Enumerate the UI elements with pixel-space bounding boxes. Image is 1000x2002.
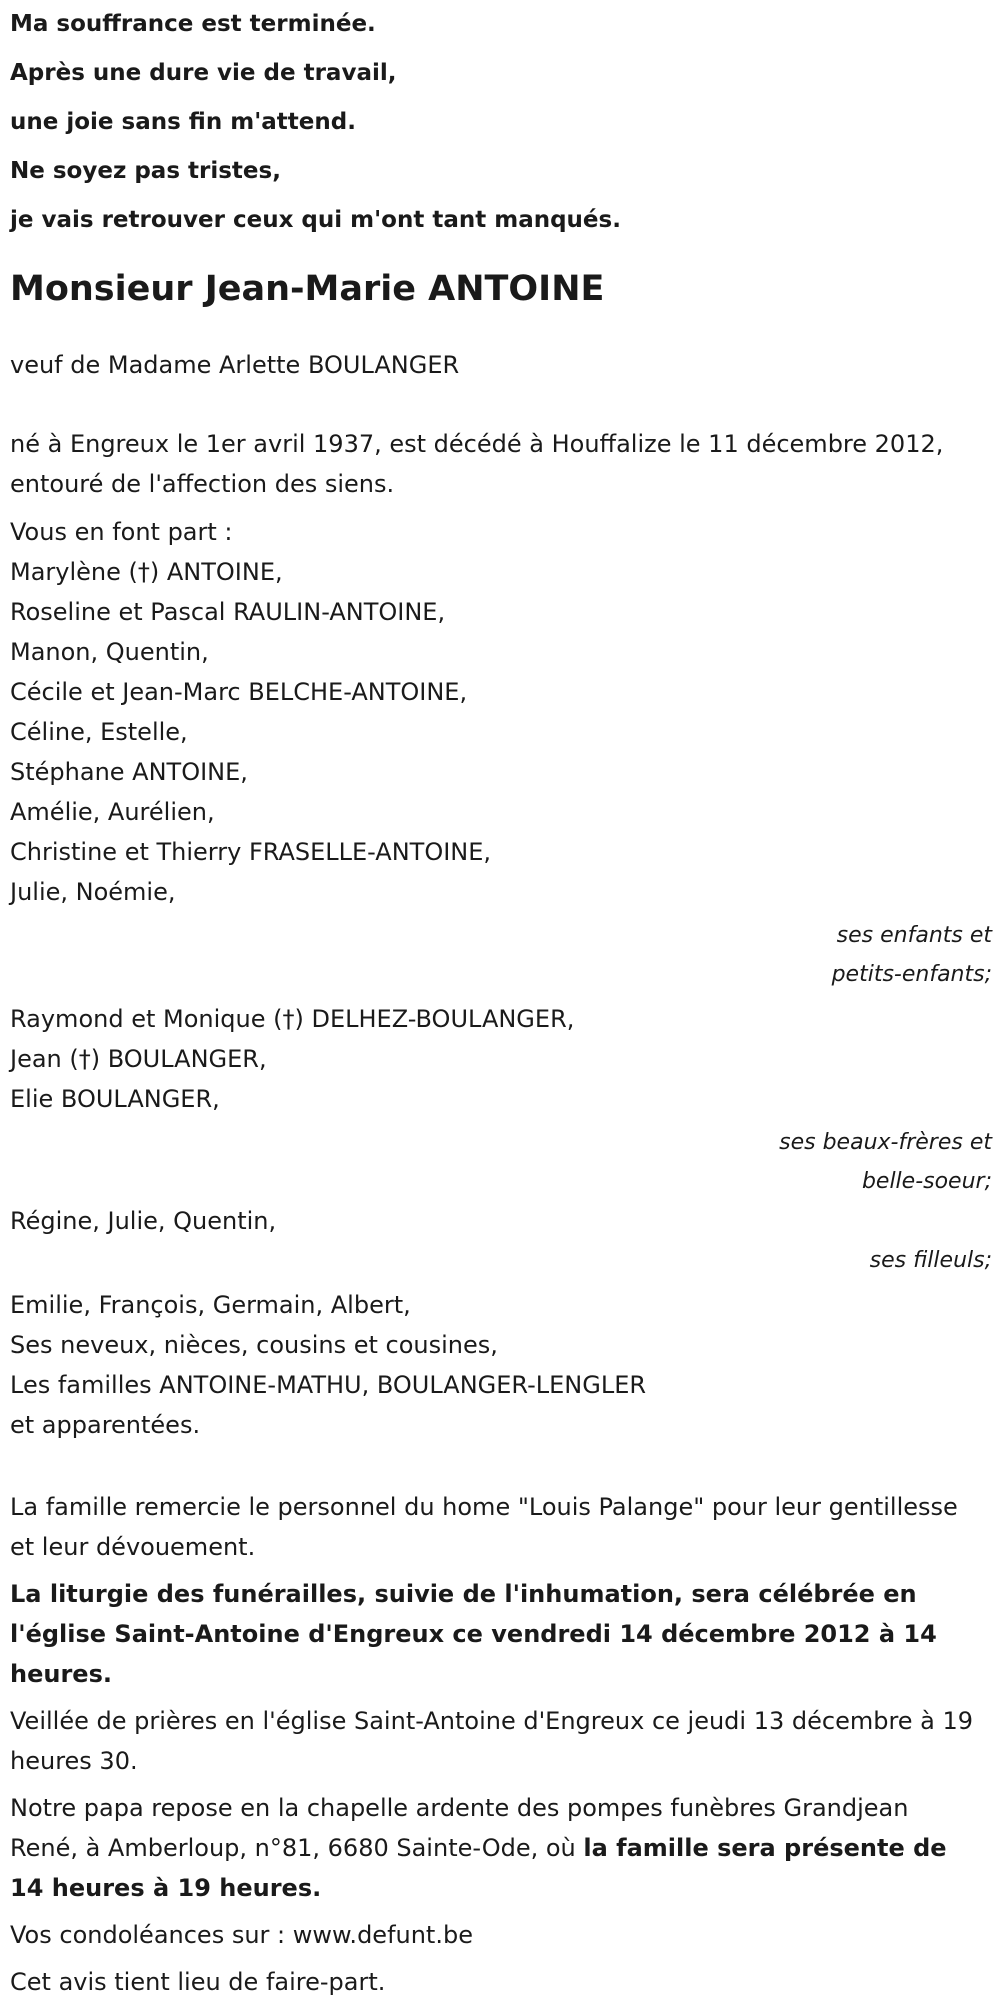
poem-line: je vais retrouver ceux qui m'ont tant manqués. xyxy=(10,207,621,233)
family-member-line: Raymond et Monique (†) DELHEZ-BOULANGER, xyxy=(10,1005,575,1033)
relation-caption: ses enfants et xyxy=(836,923,992,948)
family-member-line: Manon, Quentin, xyxy=(10,638,209,666)
birth-death-text: né à Engreux le 1er avril 1937, est décédé à Houffalize le 11 décembre 2012, entouré de l'affection des siens. xyxy=(10,430,944,498)
faire-part-text: Cet avis tient lieu de faire-part. xyxy=(10,1968,386,1996)
poem-line: Ne soyez pas tristes, xyxy=(10,158,281,184)
rest-text-regular: Notre papa repose en la chapelle ardente des pompes funèbres Grandjean René, à Amberloup, n°81, 6680 Sainte-Ode, où xyxy=(10,1794,909,1862)
godchildren-group xyxy=(10,1201,990,1280)
family-member-line: Marylène (†) ANTOINE, xyxy=(10,558,283,586)
poem-line: Après une dure vie de travail, xyxy=(10,60,397,86)
condolences-text: Vos condoléances sur : www.defunt.be xyxy=(10,1921,473,1949)
relation-caption: belle-soeur; xyxy=(861,1169,992,1194)
rest-text xyxy=(10,1788,980,1908)
family-member-line: Emilie, François, Germain, Albert, xyxy=(10,1291,411,1319)
obituary-content xyxy=(10,0,990,2002)
others-group xyxy=(10,1285,990,1445)
family-presence-text: la famille sera présente de 14 heures à 19 heures. xyxy=(10,1834,947,1902)
spouse-line: veuf de Madame Arlette BOULANGER xyxy=(10,351,460,379)
relation-caption: petits-enfants; xyxy=(831,962,992,987)
announce-intro: Vous en font part : xyxy=(10,518,233,546)
family-member-line: Jean (†) BOULANGER, xyxy=(10,1045,267,1073)
family-member-line: Les familles ANTOINE-MATHU, BOULANGER-LENGLER xyxy=(10,1371,647,1399)
relation-caption: ses filleuls; xyxy=(869,1248,992,1273)
relation-caption: ses beaux-frères et xyxy=(779,1130,992,1155)
poem xyxy=(10,0,990,245)
vigil-text: Veillée de prières en l'église Saint-Antoine d'Engreux ce jeudi 13 décembre à 19 heures 30. xyxy=(10,1707,974,1775)
poem-line: une joie sans fin m'attend. xyxy=(10,109,356,135)
family-member-line: Julie, Noémie, xyxy=(10,878,176,906)
family-member-line: Amélie, Aurélien, xyxy=(10,798,215,826)
family-member-line: Christine et Thierry FRASELLE-ANTOINE, xyxy=(10,838,492,866)
poem-line: Ma souffrance est terminée. xyxy=(10,11,376,37)
liturgy-text: La liturgie des funérailles, suivie de l'inhumation, sera célébrée en l'église Saint-Antoine d'Engreux ce vendredi 14 décembre 2012 à 14 heures. xyxy=(10,1580,937,1688)
family-member-line: et apparentées. xyxy=(10,1411,201,1439)
family-member-line: Ses neveux, nièces, cousins et cousines, xyxy=(10,1331,498,1359)
thanks-text: La famille remercie le personnel du home "Louis Palange" pour leur gentillesse et leur dévouement. xyxy=(10,1493,958,1561)
children-group xyxy=(10,552,990,994)
family-member-line: Cécile et Jean-Marc BELCHE-ANTOINE, xyxy=(10,678,468,706)
family-member-line: Stéphane ANTOINE, xyxy=(10,758,248,786)
family-member-line: Céline, Estelle, xyxy=(10,718,188,746)
family-member-line: Régine, Julie, Quentin, xyxy=(10,1207,277,1235)
family-member-line: Elie BOULANGER, xyxy=(10,1085,220,1113)
deceased-name: Monsieur Jean-Marie ANTOINE xyxy=(10,269,605,309)
family-member-line: Roseline et Pascal RAULIN-ANTOINE, xyxy=(10,598,446,626)
inlaws-group xyxy=(10,999,990,1201)
